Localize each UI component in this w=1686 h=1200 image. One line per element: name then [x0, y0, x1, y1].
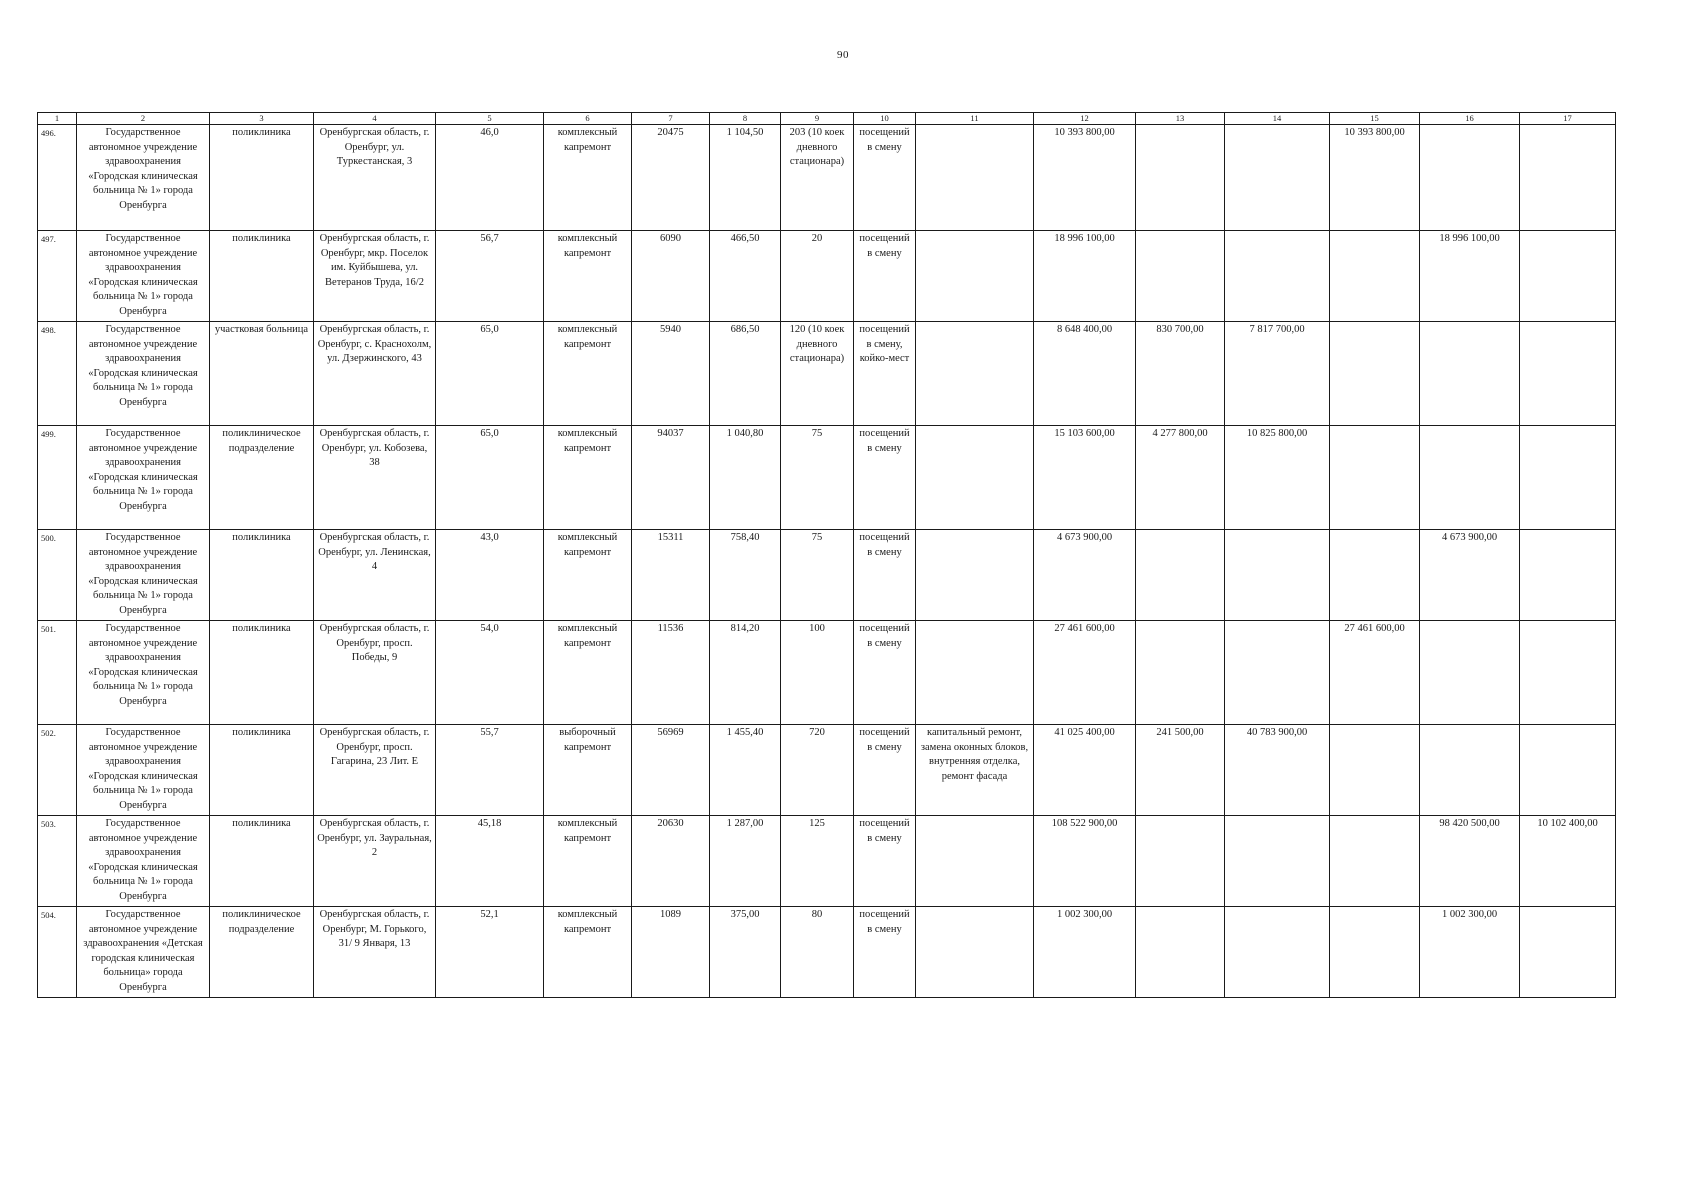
- col-header: 15: [1330, 113, 1420, 125]
- register-table: [37, 112, 1616, 998]
- col-header: 17: [1520, 113, 1616, 125]
- cell-col6: комплексный капремонт: [544, 621, 632, 725]
- col-header: 11: [916, 113, 1034, 125]
- cell-col12: 15 103 600,00: [1034, 426, 1136, 530]
- row-number: 501.: [38, 621, 77, 725]
- cell-col12: 108 522 900,00: [1034, 816, 1136, 907]
- facility-type-cell: поликлиника: [210, 125, 314, 231]
- table-row: [38, 907, 1616, 998]
- cell-col8: 375,00: [710, 907, 781, 998]
- cell-col7: 20630: [632, 816, 710, 907]
- organization-cell: Государственное автономное учреждение здравоохранения «Городская клиническая больница № 1» города Оренбурга: [77, 125, 210, 231]
- cell-col5: 52,1: [436, 907, 544, 998]
- cell-col5: 54,0: [436, 621, 544, 725]
- table-row: [38, 621, 1616, 725]
- cell-col9: 720: [781, 725, 854, 816]
- facility-type-cell: поликлиническое подразделение: [210, 426, 314, 530]
- cell-col11: капитальный ремонт, замена оконных блоков, внутренняя отделка, ремонт фасада: [916, 725, 1034, 816]
- address-cell: Оренбургская область, г. Оренбург, просп. Гагарина, 23 Лит. Е: [314, 725, 436, 816]
- cell-col10: посещений в смену: [854, 125, 916, 231]
- table-row: [38, 725, 1616, 816]
- cell-col7: 56969: [632, 725, 710, 816]
- col-header: 7: [632, 113, 710, 125]
- cell-col16: [1420, 426, 1520, 530]
- row-number: 503.: [38, 816, 77, 907]
- cell-col11: [916, 816, 1034, 907]
- cell-col6: комплексный капремонт: [544, 816, 632, 907]
- cell-col17: [1520, 322, 1616, 426]
- cell-col11: [916, 322, 1034, 426]
- cell-col10: посещений в смену: [854, 907, 916, 998]
- cell-col6: комплексный капремонт: [544, 530, 632, 621]
- cell-col8: 466,50: [710, 231, 781, 322]
- organization-cell: Государственное автономное учреждение здравоохранения «Городская клиническая больница № 1» города Оренбурга: [77, 426, 210, 530]
- col-header: 16: [1420, 113, 1520, 125]
- cell-col14: 7 817 700,00: [1225, 322, 1330, 426]
- facility-type-cell: поликлиника: [210, 231, 314, 322]
- facility-type-cell: участковая больница: [210, 322, 314, 426]
- table-row: [38, 322, 1616, 426]
- cell-col16: 1 002 300,00: [1420, 907, 1520, 998]
- cell-col13: [1136, 907, 1225, 998]
- cell-col17: [1520, 621, 1616, 725]
- cell-col15: [1330, 530, 1420, 621]
- col-header: 2: [77, 113, 210, 125]
- facility-type-cell: поликлиническое подразделение: [210, 907, 314, 998]
- cell-col14: [1225, 816, 1330, 907]
- cell-col16: [1420, 621, 1520, 725]
- cell-col17: [1520, 125, 1616, 231]
- cell-col8: 814,20: [710, 621, 781, 725]
- cell-col11: [916, 426, 1034, 530]
- cell-col14: [1225, 621, 1330, 725]
- cell-col16: [1420, 725, 1520, 816]
- facility-type-cell: поликлиника: [210, 621, 314, 725]
- col-header: 3: [210, 113, 314, 125]
- page-number: 90: [837, 49, 849, 61]
- cell-col11: [916, 621, 1034, 725]
- cell-col12: 8 648 400,00: [1034, 322, 1136, 426]
- cell-col13: 830 700,00: [1136, 322, 1225, 426]
- row-number: 497.: [38, 231, 77, 322]
- cell-col10: посещений в смену: [854, 231, 916, 322]
- cell-col9: 80: [781, 907, 854, 998]
- col-header: 13: [1136, 113, 1225, 125]
- cell-col15: [1330, 231, 1420, 322]
- row-number: 499.: [38, 426, 77, 530]
- cell-col15: [1330, 907, 1420, 998]
- cell-col13: [1136, 816, 1225, 907]
- cell-col8: 1 287,00: [710, 816, 781, 907]
- facility-type-cell: поликлиника: [210, 816, 314, 907]
- cell-col7: 6090: [632, 231, 710, 322]
- row-number: 498.: [38, 322, 77, 426]
- cell-col12: 1 002 300,00: [1034, 907, 1136, 998]
- row-number: 502.: [38, 725, 77, 816]
- cell-col17: [1520, 231, 1616, 322]
- cell-col6: комплексный капремонт: [544, 426, 632, 530]
- address-cell: Оренбургская область, г. Оренбург, М. Горького, 31/ 9 Января, 13: [314, 907, 436, 998]
- cell-col5: 43,0: [436, 530, 544, 621]
- cell-col10: посещений в смену: [854, 530, 916, 621]
- row-number: 504.: [38, 907, 77, 998]
- cell-col16: 4 673 900,00: [1420, 530, 1520, 621]
- cell-col14: [1225, 231, 1330, 322]
- cell-col12: 41 025 400,00: [1034, 725, 1136, 816]
- cell-col15: [1330, 426, 1420, 530]
- facility-type-cell: поликлиника: [210, 530, 314, 621]
- col-header: 10: [854, 113, 916, 125]
- cell-col17: 10 102 400,00: [1520, 816, 1616, 907]
- cell-col13: [1136, 621, 1225, 725]
- cell-col15: 27 461 600,00: [1330, 621, 1420, 725]
- cell-col15: 10 393 800,00: [1330, 125, 1420, 231]
- cell-col12: 4 673 900,00: [1034, 530, 1136, 621]
- cell-col17: [1520, 426, 1616, 530]
- cell-col6: комплексный капремонт: [544, 125, 632, 231]
- cell-col7: 11536: [632, 621, 710, 725]
- cell-col5: 45,18: [436, 816, 544, 907]
- cell-col9: 120 (10 коек дневного стационара): [781, 322, 854, 426]
- address-cell: Оренбургская область, г. Оренбург, ул. Зауральная, 2: [314, 816, 436, 907]
- cell-col11: [916, 125, 1034, 231]
- cell-col9: 125: [781, 816, 854, 907]
- address-cell: Оренбургская область, г. Оренбург, просп. Победы, 9: [314, 621, 436, 725]
- cell-col17: [1520, 530, 1616, 621]
- address-cell: Оренбургская область, г. Оренбург, ул. Ленинская, 4: [314, 530, 436, 621]
- cell-col12: 10 393 800,00: [1034, 125, 1136, 231]
- organization-cell: Государственное автономное учреждение здравоохранения «Городская клиническая больница № 1» города Оренбурга: [77, 621, 210, 725]
- organization-cell: Государственное автономное учреждение здравоохранения «Городская клиническая больница № 1» города Оренбурга: [77, 725, 210, 816]
- table-row: [38, 426, 1616, 530]
- header-row: [38, 113, 1616, 125]
- cell-col8: 758,40: [710, 530, 781, 621]
- cell-col10: посещений в смену: [854, 816, 916, 907]
- cell-col15: [1330, 725, 1420, 816]
- cell-col10: посещений в смену: [854, 621, 916, 725]
- address-cell: Оренбургская область, г. Оренбург, мкр. Поселок им. Куйбышева, ул. Ветеранов Труда, 16/2: [314, 231, 436, 322]
- cell-col16: [1420, 322, 1520, 426]
- row-number: 496.: [38, 125, 77, 231]
- col-header: 8: [710, 113, 781, 125]
- cell-col9: 20: [781, 231, 854, 322]
- cell-col5: 56,7: [436, 231, 544, 322]
- cell-col5: 46,0: [436, 125, 544, 231]
- facility-type-cell: поликлиника: [210, 725, 314, 816]
- address-cell: Оренбургская область, г. Оренбург, ул. Кобозева, 38: [314, 426, 436, 530]
- cell-col17: [1520, 725, 1616, 816]
- table-row: [38, 231, 1616, 322]
- organization-cell: Государственное автономное учреждение здравоохранения «Детская городская клиническая больница» города Оренбурга: [77, 907, 210, 998]
- organization-cell: Государственное автономное учреждение здравоохранения «Городская клиническая больница № 1» города Оренбурга: [77, 530, 210, 621]
- cell-col14: [1225, 530, 1330, 621]
- cell-col17: [1520, 907, 1616, 998]
- cell-col6: комплексный капремонт: [544, 907, 632, 998]
- col-header: 4: [314, 113, 436, 125]
- address-cell: Оренбургская область, г. Оренбург, ул. Туркестанская, 3: [314, 125, 436, 231]
- cell-col15: [1330, 816, 1420, 907]
- cell-col7: 94037: [632, 426, 710, 530]
- cell-col13: [1136, 125, 1225, 231]
- cell-col7: 5940: [632, 322, 710, 426]
- cell-col7: 1089: [632, 907, 710, 998]
- cell-col15: [1330, 322, 1420, 426]
- cell-col12: 18 996 100,00: [1034, 231, 1136, 322]
- cell-col10: посещений в смену: [854, 725, 916, 816]
- cell-col10: посещений в смену, койко-мест: [854, 322, 916, 426]
- organization-cell: Государственное автономное учреждение здравоохранения «Городская клиническая больница № 1» города Оренбурга: [77, 816, 210, 907]
- cell-col5: 65,0: [436, 426, 544, 530]
- col-header: 12: [1034, 113, 1136, 125]
- cell-col8: 1 104,50: [710, 125, 781, 231]
- cell-col9: 75: [781, 426, 854, 530]
- cell-col13: [1136, 231, 1225, 322]
- cell-col7: 20475: [632, 125, 710, 231]
- cell-col11: [916, 231, 1034, 322]
- cell-col9: 100: [781, 621, 854, 725]
- cell-col16: 18 996 100,00: [1420, 231, 1520, 322]
- cell-col16: 98 420 500,00: [1420, 816, 1520, 907]
- cell-col8: 686,50: [710, 322, 781, 426]
- cell-col10: посещений в смену: [854, 426, 916, 530]
- cell-col14: [1225, 907, 1330, 998]
- cell-col8: 1 455,40: [710, 725, 781, 816]
- cell-col6: комплексный капремонт: [544, 231, 632, 322]
- organization-cell: Государственное автономное учреждение здравоохранения «Городская клиническая больница № 1» города Оренбурга: [77, 231, 210, 322]
- cell-col14: 10 825 800,00: [1225, 426, 1330, 530]
- cell-col16: [1420, 125, 1520, 231]
- organization-cell: Государственное автономное учреждение здравоохранения «Городская клиническая больница № 1» города Оренбурга: [77, 322, 210, 426]
- col-header: 14: [1225, 113, 1330, 125]
- cell-col11: [916, 907, 1034, 998]
- cell-col14: [1225, 125, 1330, 231]
- cell-col7: 15311: [632, 530, 710, 621]
- address-cell: Оренбургская область, г. Оренбург, с. Краснохолм, ул. Дзержинского, 43: [314, 322, 436, 426]
- cell-col14: 40 783 900,00: [1225, 725, 1330, 816]
- cell-col5: 65,0: [436, 322, 544, 426]
- cell-col6: выборочный капремонт: [544, 725, 632, 816]
- cell-col13: 241 500,00: [1136, 725, 1225, 816]
- col-header: 6: [544, 113, 632, 125]
- col-header: 1: [38, 113, 77, 125]
- cell-col13: [1136, 530, 1225, 621]
- col-header: 5: [436, 113, 544, 125]
- col-header: 9: [781, 113, 854, 125]
- cell-col5: 55,7: [436, 725, 544, 816]
- cell-col6: комплексный капремонт: [544, 322, 632, 426]
- cell-col11: [916, 530, 1034, 621]
- cell-col8: 1 040,80: [710, 426, 781, 530]
- row-number: 500.: [38, 530, 77, 621]
- cell-col13: 4 277 800,00: [1136, 426, 1225, 530]
- table-row: [38, 530, 1616, 621]
- table-row: [38, 816, 1616, 907]
- cell-col9: 203 (10 коек дневного стационара): [781, 125, 854, 231]
- cell-col9: 75: [781, 530, 854, 621]
- table-row: [38, 125, 1616, 231]
- cell-col12: 27 461 600,00: [1034, 621, 1136, 725]
